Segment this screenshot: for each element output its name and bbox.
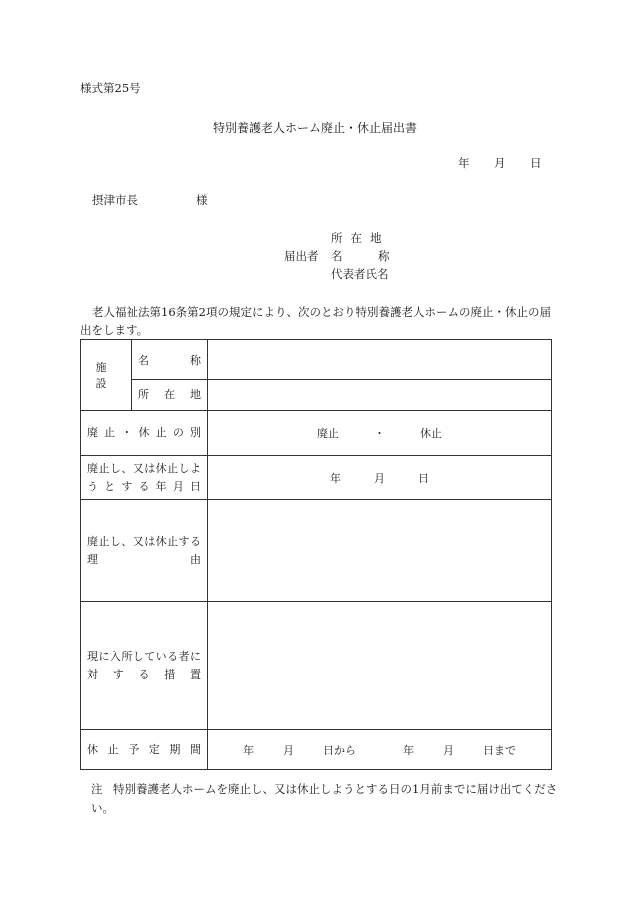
- footnote-prefix: 注: [91, 782, 103, 796]
- facility-name-label: [132, 340, 208, 380]
- period-value[interactable]: [208, 730, 552, 770]
- date-day-label: 日: [530, 156, 542, 170]
- addressee-name: 摂津市長: [92, 193, 138, 207]
- filer-name-label-b: 称: [378, 249, 390, 263]
- planned-date-row: [81, 456, 552, 500]
- period-from-month: 月: [283, 743, 294, 757]
- facility-name-row: [81, 340, 552, 380]
- reason-label: 廃止し、又は休止する理由: [81, 500, 208, 602]
- facility-location-value[interactable]: [208, 380, 552, 411]
- date-month-label: 月: [494, 156, 506, 170]
- reason-value[interactable]: [208, 500, 552, 602]
- planned-date-label: 廃止し、又は休止しようとする年月日: [81, 456, 208, 500]
- planned-month: 月: [374, 471, 385, 485]
- measures-label: 現に入所している者に対する措置: [81, 602, 208, 730]
- type-label: 廃止・休止の別: [81, 411, 208, 456]
- filer-location-label: 所在地: [331, 231, 390, 245]
- reason-row: [81, 500, 552, 602]
- measures-row: [81, 602, 552, 730]
- planned-year: 年: [330, 471, 341, 485]
- footnote-text: 特別養護老人ホームを廃止し、又は休止しようとする日の1月前までに届け出てください。: [91, 782, 558, 815]
- type-row: [81, 411, 552, 456]
- filer-label: 届出者: [284, 249, 319, 263]
- type-separator: ・: [374, 427, 385, 440]
- date-year-label: 年: [458, 156, 470, 170]
- intro-paragraph: 老人福祉法第16条第2項の規定により、次のとおり特別養護老人ホームの廃止・休止の届出をします。: [80, 305, 551, 337]
- facility-name-label-b: 称: [190, 353, 201, 367]
- document-title: 特別養護老人ホーム廃止・休止届出書: [212, 121, 417, 135]
- facility-name-value[interactable]: [208, 340, 552, 380]
- planned-day: 日: [418, 471, 429, 485]
- form-number: 様式第25号: [80, 81, 141, 95]
- facility-name-label-a: 名: [138, 353, 149, 367]
- footnote: [91, 780, 559, 818]
- period-from-day: 日から: [323, 743, 356, 757]
- period-from-year: 年: [243, 743, 254, 757]
- period-row: [81, 730, 552, 770]
- addressee-honorific: 様: [196, 193, 208, 207]
- facility-location-row: [81, 380, 552, 411]
- period-to-year: 年: [403, 743, 414, 757]
- type-options: [208, 411, 552, 456]
- facility-location-label: 所在地: [132, 380, 208, 411]
- measures-value[interactable]: [208, 602, 552, 730]
- type-option-closure[interactable]: 廃止: [317, 427, 339, 440]
- notification-form-table: [80, 339, 552, 770]
- facility-label: 施設: [81, 340, 132, 411]
- period-to-month: 月: [443, 743, 454, 757]
- period-label: 休止予定期間: [81, 730, 208, 770]
- filer-representative-label: 代表者氏名: [331, 267, 389, 281]
- planned-date-value[interactable]: [208, 456, 552, 500]
- filer-name-label-a: 名: [331, 249, 343, 263]
- type-option-suspension[interactable]: 休止: [420, 427, 442, 440]
- period-to-day: 日まで: [483, 743, 516, 757]
